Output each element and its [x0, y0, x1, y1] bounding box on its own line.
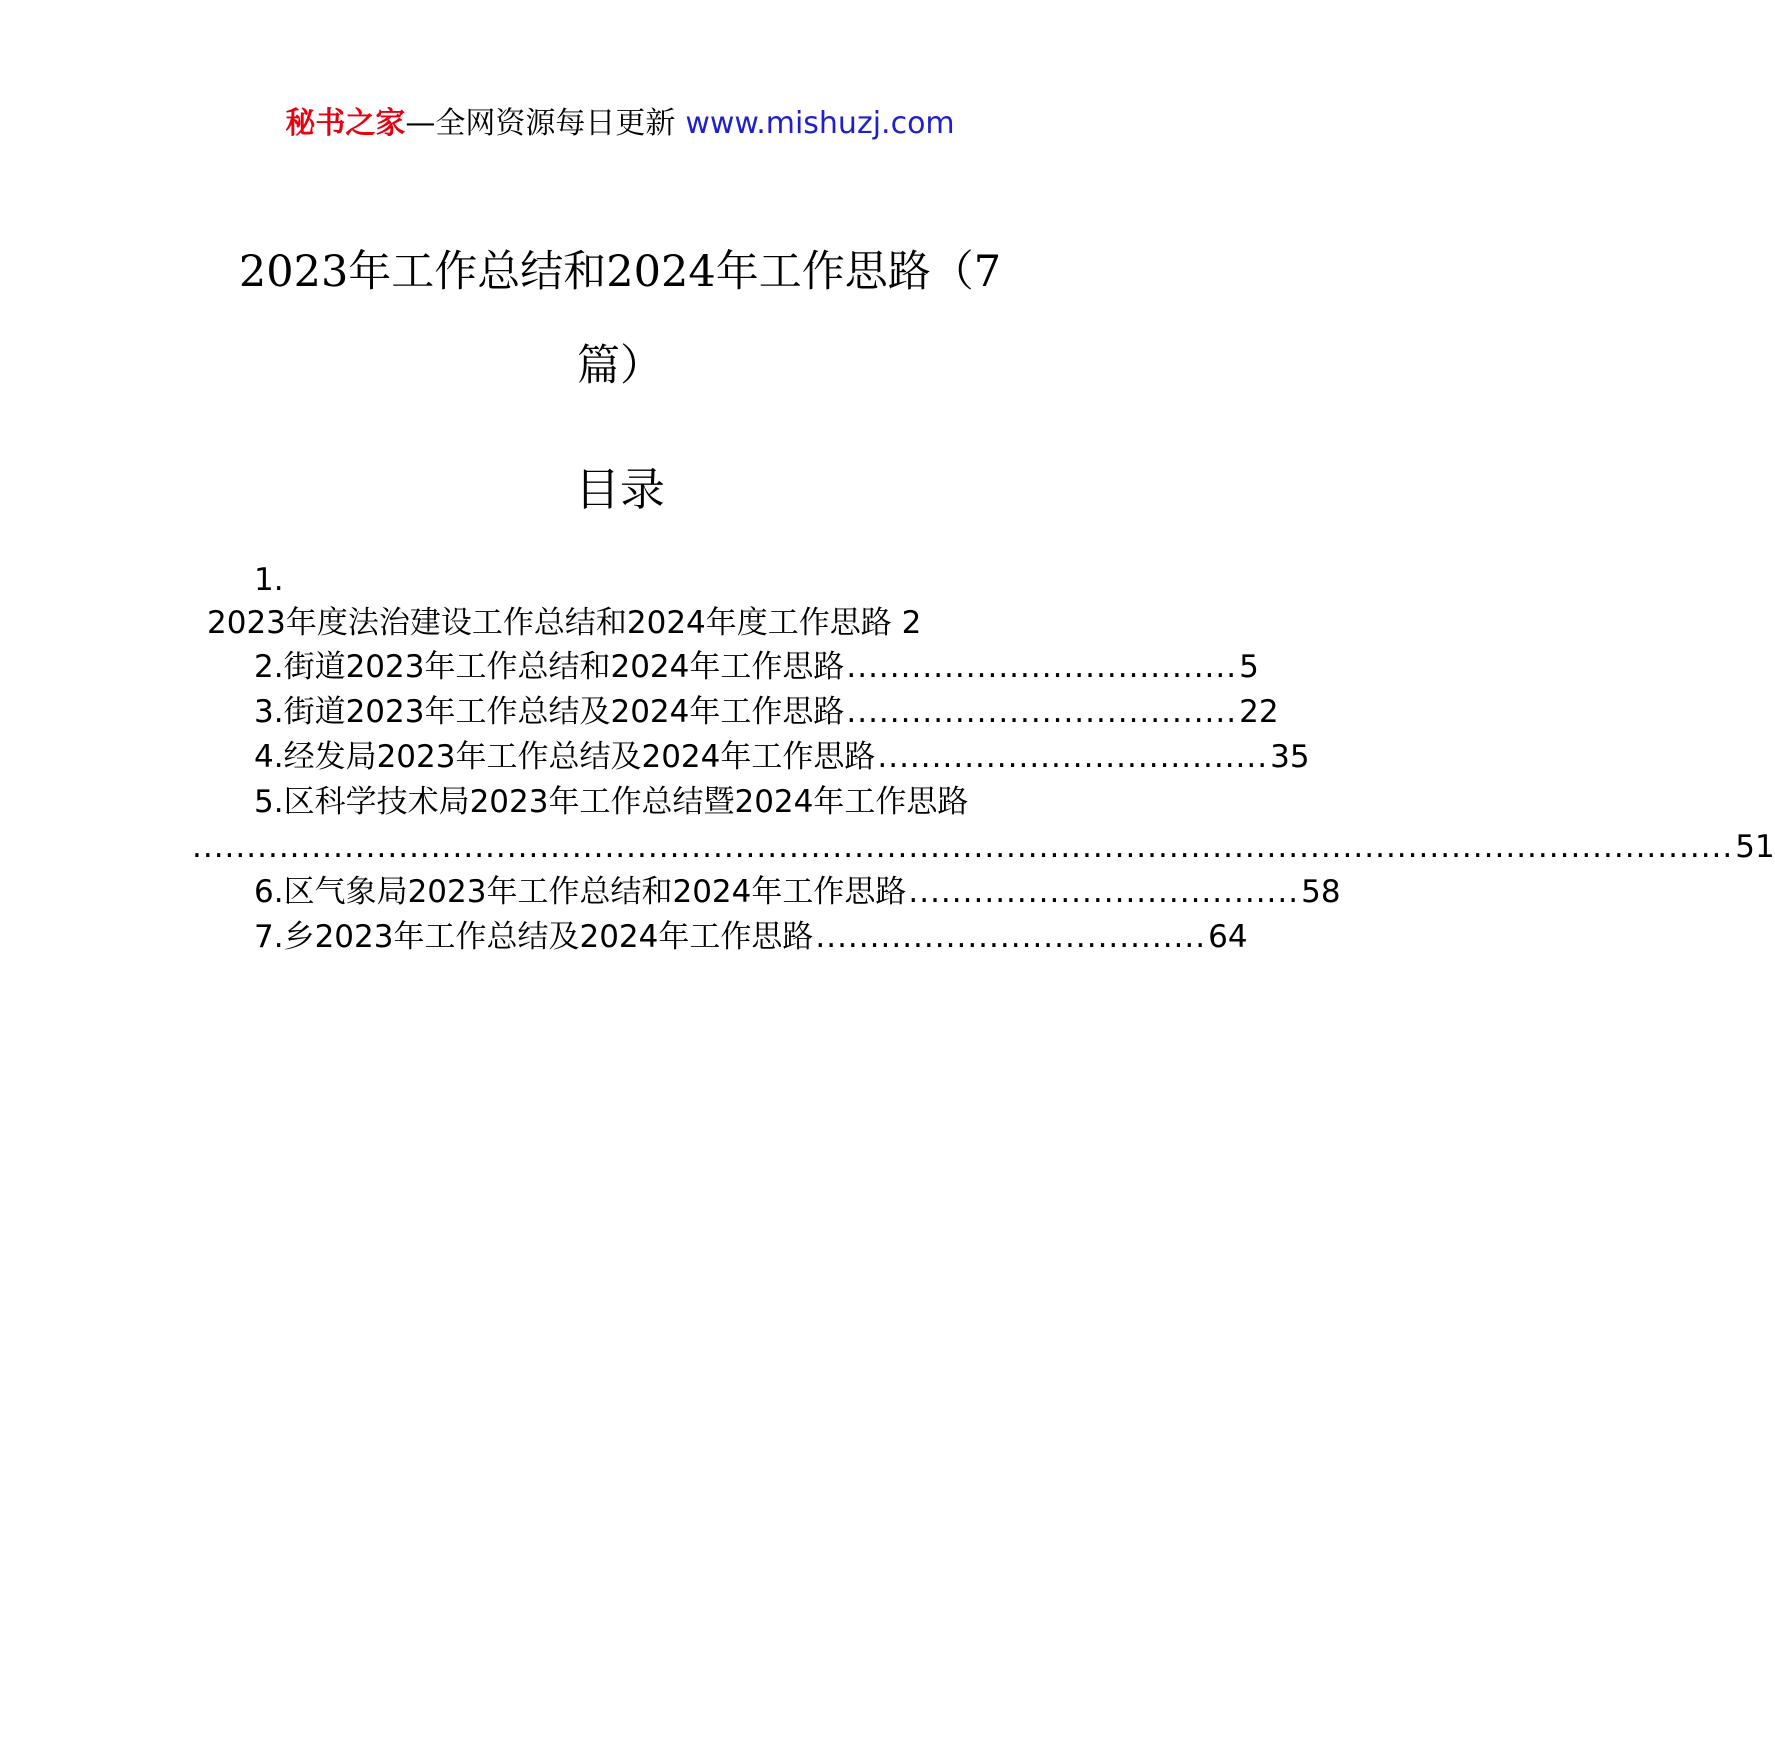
toc-dot-leader: ....................................: [846, 694, 1238, 730]
document-title: [210, 225, 1030, 413]
site-url-link[interactable]: www.mishuzj.com: [685, 106, 955, 141]
toc-entry-7[interactable]: [254, 915, 1248, 960]
document-title-line-2: 篇）: [577, 341, 663, 391]
toc-dot-leader: ....................................: [877, 739, 1269, 775]
site-name: 秘书之家: [285, 106, 406, 141]
toc-entry-title: 7.乡2023年工作总结及2024年工作思路: [254, 919, 814, 955]
toc-entry-5-text[interactable]: 5.区科学技术局2023年工作总结暨2024年工作思路: [254, 784, 969, 820]
toc-page-number: 58: [1301, 874, 1341, 910]
toc-entry-6[interactable]: [254, 870, 1341, 915]
toc-entry-5-leader-line[interactable]: [190, 825, 1775, 870]
toc-entry-title: 3.街道2023年工作总结及2024年工作思路: [254, 694, 845, 730]
toc-entry-1-number[interactable]: 1.: [254, 562, 284, 598]
toc-dot-leader: ....................................: [846, 649, 1238, 685]
toc-page-number: 35: [1270, 739, 1310, 775]
toc-entry-4[interactable]: [254, 735, 1310, 780]
toc-dot-leader: ....................................: [908, 874, 1300, 910]
site-header: [0, 104, 1240, 144]
toc-entry-title: 2.街道2023年工作总结和2024年工作思路: [254, 649, 845, 685]
document-title-line-1: 2023年工作总结和2024年工作思路（7: [238, 247, 1002, 297]
toc-entry-title: 4.经发局2023年工作总结及2024年工作思路: [254, 739, 876, 775]
toc-page-number: 51: [1735, 829, 1775, 865]
toc-page-number: 22: [1239, 694, 1279, 730]
toc-entry-1-text[interactable]: 2023年度法治建设工作总结和2024年度工作思路 2: [207, 605, 922, 641]
site-slogan: —全网资源每日更新: [405, 106, 676, 141]
toc-dot-leader: ....................................: [815, 919, 1207, 955]
toc-dot-leader: ..............................................................................................................................................: [192, 829, 1734, 865]
toc-page-number: 5: [1239, 649, 1259, 685]
toc-heading: 目录: [574, 463, 665, 516]
toc-entry-title: 6.区气象局2023年工作总结和2024年工作思路: [254, 874, 907, 910]
toc-page-number: 64: [1208, 919, 1248, 955]
toc-entry-3[interactable]: [254, 690, 1279, 735]
toc-entry-2[interactable]: [254, 645, 1259, 690]
